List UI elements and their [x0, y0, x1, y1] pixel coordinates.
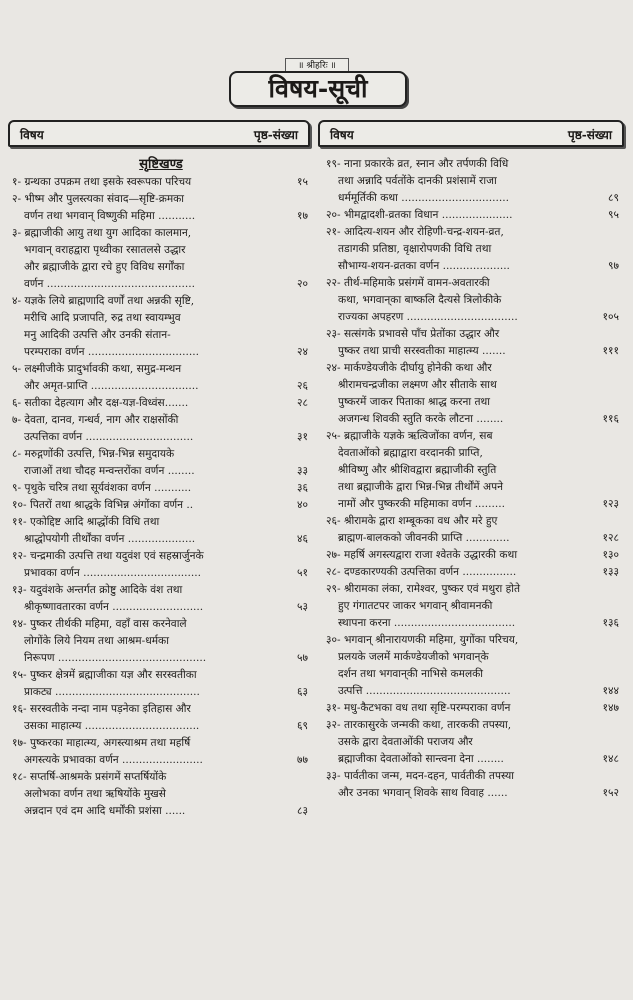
toc-entry [12, 361, 310, 395]
toc-entry-line: २८- दण्डकारण्यकी उत्पत्तिका वर्णन ................ [326, 566, 517, 578]
toc-entry-line: मनु आदिकी उत्पत्ति और उनकी संतान- [24, 329, 171, 341]
toc-entry-line: लोगोंके लिये नियम तथा आश्रम-धर्मका [24, 635, 169, 647]
toc-entry-page: ४० [296, 499, 308, 511]
toc-entry [326, 700, 621, 717]
toc-entry-line: ३३- पार्वतीका जन्म, मदन-दहन, पार्वतीकी तपस्या [326, 770, 514, 782]
invocation-label: ॥ श्रीहरिः ॥ [285, 58, 349, 74]
toc-entry [326, 428, 621, 513]
toc-entry-line: २२- तीर्थ-महिमाके प्रसंगमें वामन-अवतारकी [326, 277, 490, 289]
toc-entry [326, 717, 621, 768]
right-entry-list [326, 156, 621, 802]
toc-entry-line: सौभाग्य-शयन-व्रतका वर्णन .................... [338, 260, 510, 272]
toc-entry [12, 514, 310, 548]
toc-entry-page: ५३ [296, 601, 308, 613]
toc-entry-page: ८९ [607, 192, 619, 204]
toc-entry-page: ३६ [296, 482, 308, 494]
toc-entry-line: परम्पराका वर्णन ................................. [24, 346, 199, 358]
toc-entry-line: १७- पुष्करका माहात्म्य, अगस्त्याश्रम तथा महर्षि [12, 737, 191, 749]
toc-entry-page: १३६ [602, 617, 619, 629]
toc-entry-line: स्थापना करना .................................... [338, 617, 516, 629]
toc-entry-page: १४८ [602, 753, 619, 765]
toc-entry-page: ६३ [296, 686, 308, 698]
toc-entry-line: २१- आदित्य-शयन और रोहिणी-चन्द्र-शयन-व्रत, [326, 226, 504, 238]
toc-entry [12, 582, 310, 616]
toc-entry [12, 293, 310, 361]
toc-entry-line: ११- एकोद्दिष्ट आदि श्राद्धोंकी विधि तथा [12, 516, 160, 528]
toc-entry-line: ब्रह्माजीका देवताओंको सान्त्वना देना ........ [338, 753, 504, 765]
toc-entry-line: २६- श्रीरामके द्वारा शम्बूकका वध और मरे हुए [326, 515, 498, 527]
toc-entry-line: २०- भीमद्वादशी-व्रतका विधान ..................... [326, 209, 513, 221]
toc-entry-line: २३- सत्संगके प्रभावसे पाँच प्रेतोंका उद्धार और [326, 328, 500, 340]
toc-entry-line: वर्णन तथा भगवान् विष्णुकी महिमा ........... [24, 210, 196, 222]
toc-entry [12, 735, 310, 769]
toc-entry-line: १६- सरस्वतीके नन्दा नाम पड़नेका इतिहास और [12, 703, 191, 715]
left-entry-list [12, 174, 310, 820]
toc-entry-page: १०५ [602, 311, 619, 323]
toc-entry-line: १०- पितरों तथा श्राद्धके विभिन्न अंगोंका वर्णन .. [12, 499, 194, 511]
toc-entry-page: ६९ [296, 720, 308, 732]
toc-entry-line: पुष्करमें जाकर पिताका श्राद्ध करना तथा [338, 396, 491, 408]
toc-entry [12, 446, 310, 480]
toc-entry-line: हुए गंगातटपर जाकर भगवान् श्रीवामनकी [338, 600, 493, 612]
toc-entry-line: प्राकट्य ........................................... [24, 686, 200, 698]
toc-entry-page: ३३ [296, 465, 308, 477]
toc-entry-line: और अमृत-प्राप्ति ................................ [24, 380, 199, 392]
right-subject-heading: विषय [330, 128, 354, 142]
toc-entry [326, 632, 621, 700]
toc-entry-line: श्रीविष्णु और श्रीशिवद्वारा ब्रह्माजीकी स्तुति [338, 464, 497, 476]
toc-entry-line: राज्यका अपहरण ................................. [338, 311, 518, 323]
toc-entry-line: तथा ब्रह्माजीके द्वारा भिन्न-भिन्न तीर्थोंमें अपने [338, 481, 503, 493]
toc-entry [326, 224, 621, 275]
toc-entry-line: राजाओं तथा चौदह मन्वन्तरोंका वर्णन ........ [24, 465, 195, 477]
toc-entry-line: ३१- मधु-कैटभका वध तथा सृष्टि-परम्पराका वर्णन [326, 702, 511, 714]
toc-entry-line: १५- पुष्कर क्षेत्रमें ब्रह्माजीका यज्ञ और सरस्वतीका [12, 669, 197, 681]
toc-entry-line: वर्णन ............................................ [24, 278, 195, 290]
toc-entry-line: नामों और पुष्करकी महिमाका वर्णन ......... [338, 498, 506, 510]
toc-entry [326, 513, 621, 547]
toc-entry [326, 275, 621, 326]
toc-entry [12, 701, 310, 735]
toc-entry-page: १११ [602, 345, 619, 357]
toc-entry-page: १५२ [602, 787, 619, 799]
toc-entry-line: ८- मरुद्गणोंकी उत्पत्ति, भिन्न-भिन्न समुदायके [12, 448, 175, 460]
toc-entry-page: ३१ [296, 431, 308, 443]
toc-entry-line: ४- यज्ञके लिये ब्राह्मणादि वर्णों तथा अन्नकी सृष्टि, [12, 295, 195, 307]
section-title: सृष्टिखण्ड [139, 157, 183, 172]
toc-entry-line: १८- सप्तर्षि-आश्रमके प्रसंगमें सप्तर्षियोंके [12, 771, 167, 783]
toc-entry [12, 412, 310, 446]
toc-entry-line: ९- पृथुके चरित्र तथा सूर्यवंशका वर्णन ........... [12, 482, 192, 494]
toc-entry-line: उत्पत्तिका वर्णन ................................ [24, 431, 194, 443]
toc-entry-line: १२- चन्द्रमाकी उत्पत्ति तथा यदुवंश एवं सहस्रार्जुनके [12, 550, 204, 562]
toc-entry-line: उसके द्वारा देवताओंकी पराजय और [338, 736, 473, 748]
toc-entry-page: ४६ [296, 533, 308, 545]
toc-entry-line: ब्राह्मण-बालकको जीवनकी प्राप्ति ............. [338, 532, 510, 544]
toc-entry [12, 395, 310, 412]
left-subject-heading: विषय [20, 128, 44, 142]
toc-entry-line: प्रभावका वर्णन ................................... [24, 567, 202, 579]
toc-entry-line: श्रीकृष्णावतारका वर्णन ........................... [24, 601, 204, 613]
toc-entry-line: मरीचि आदि प्रजापति, रुद्र तथा स्वायम्भुव [24, 312, 181, 324]
toc-entry-page: ११६ [602, 413, 619, 425]
toc-entry-line: अलोभका वर्णन तथा ऋषियोंके मुखसे [24, 788, 166, 800]
toc-entry-line: पुष्कर तथा प्राची सरस्वतीका माहात्म्य ....... [338, 345, 506, 357]
toc-entry-page: ८३ [296, 805, 308, 817]
toc-entry-line: २४- मार्कण्डेयजीके दीर्घायु होनेकी कथा और [326, 362, 492, 374]
toc-entry-line: २- भीष्म और पुलस्त्यका संवाद—सृष्टि-क्रमका [12, 193, 185, 205]
toc-entry-line: और ब्रह्माजीके द्वारा रचे हुए विविध सर्गोंका [24, 261, 185, 273]
toc-entry-page: १४४ [602, 685, 619, 697]
toc-entry-page: ९७ [607, 260, 619, 272]
toc-entry-line: १४- पुष्कर तीर्थकी महिमा, वहाँ वास करनेवाले [12, 618, 187, 630]
toc-entry [326, 768, 621, 802]
toc-entry-line: धर्ममूर्तिकी कथा ................................ [338, 192, 509, 204]
toc-entry-page: २६ [296, 380, 308, 392]
toc-entry-line: २७- महर्षि अगस्त्यद्वारा राजा श्वेतके उद्धारकी कथा [326, 549, 518, 561]
toc-entry-line: १- ग्रन्थका उपक्रम तथा इसके स्वरूपका परिचय [12, 176, 192, 188]
toc-entry-page: १३३ [602, 566, 619, 578]
toc-entry-line: ७- देवता, दानव, गन्धर्व, नाग और राक्षसोंकी [12, 414, 179, 426]
toc-entry-line: भगवान् वराहद्वारा पृथ्वीका रसातलसे उद्धार [24, 244, 186, 256]
toc-entry-line: ३०- भगवान् श्रीनारायणकी महिमा, युगोंका परिचय, [326, 634, 519, 646]
toc-entry-line: निरूपण ............................................ [24, 652, 207, 664]
toc-entry-line: देवताओंको ब्रह्माद्वारा वरदानकी प्राप्ति, [338, 447, 483, 459]
toc-entry [326, 360, 621, 428]
toc-entry-line: तथा अन्नादि पर्वतोंके दानकी प्रशंसामें राजा [338, 175, 497, 187]
toc-entry-line: और उनका भगवान् शिवके साथ विवाह ...... [338, 787, 508, 799]
toc-entry-line: १९- नाना प्रकारके व्रत, स्नान और तर्पणकी विधि [326, 158, 509, 170]
page-title: विषय-सूची [229, 71, 407, 107]
left-column [12, 156, 310, 820]
toc-entry-page: २४ [296, 346, 308, 358]
toc-entry-line: श्रीरामचन्द्रजीका लक्ष्मण और सीताके साथ [338, 379, 497, 391]
left-pages-heading: पृष्ठ-संख्या [253, 128, 298, 142]
toc-entry-page: १२३ [602, 498, 619, 510]
toc-entry [326, 564, 621, 581]
right-column [326, 156, 621, 802]
toc-entry [12, 497, 310, 514]
toc-entry-page: १४७ [602, 702, 619, 714]
toc-entry-line: २५- ब्रह्माजीके यज्ञके ऋत्विजोंका वर्णन, सब [326, 430, 493, 442]
toc-entry-page: १५ [296, 176, 308, 188]
right-column-header [318, 120, 624, 147]
toc-entry [12, 174, 310, 191]
toc-entry [12, 225, 310, 293]
toc-entry [12, 191, 310, 225]
toc-entry [12, 769, 310, 820]
toc-entry [326, 326, 621, 360]
toc-entry [12, 616, 310, 667]
toc-entry-page: १३० [602, 549, 619, 561]
toc-entry-line: प्रलयके जलमें मार्कण्डेयजीको भगवान्‌के [338, 651, 489, 663]
right-pages-heading: पृष्ठ-संख्या [567, 128, 612, 142]
toc-entry-line: अन्नदान एवं दम आदि धर्मोंकी प्रशंसा ...... [24, 805, 186, 817]
toc-entry-line: ३- ब्रह्माजीकी आयु तथा युग आदिका कालमान, [12, 227, 192, 239]
toc-entry [12, 548, 310, 582]
toc-entry-page: २० [296, 278, 308, 290]
toc-entry-line: अजगन्ध शिवकी स्तुति करके लौटना ........ [338, 413, 504, 425]
left-column-header [8, 120, 310, 147]
toc-entry-line: कथा, भगवान्‌का बाष्कलि दैत्यसे त्रिलोकीके [338, 294, 502, 306]
toc-entry-page: ५१ [296, 567, 308, 579]
toc-entry-line: ५- लक्ष्मीजीके प्रादुर्भावकी कथा, समुद्र-मन्थन [12, 363, 182, 375]
toc-entry-line: १३- यदुवंशके अन्तर्गत क्रोष्टु आदिके वंश तथा [12, 584, 183, 596]
toc-entry-line: दर्शन तथा भगवान्‌की नाभिसे कमलकी [338, 668, 484, 680]
toc-entry-page: ५७ [296, 652, 308, 664]
toc-entry-line: ६- सतीका देहत्याग और दक्ष-यज्ञ-विध्वंस....... [12, 397, 189, 409]
toc-entry [326, 547, 621, 564]
toc-entry-page: ९५ [607, 209, 619, 221]
toc-entry [12, 480, 310, 497]
toc-entry-page: ७७ [296, 754, 308, 766]
toc-entry-page: २८ [296, 397, 308, 409]
toc-entry [326, 156, 621, 207]
toc-entry-line: श्राद्धोपयोगी तीर्थोंका वर्णन .................... [24, 533, 196, 545]
toc-entry [326, 207, 621, 224]
toc-entry-page: १७ [296, 210, 308, 222]
toc-entry-line: उसका माहात्म्य .................................. [24, 720, 200, 732]
toc-entry-line: २९- श्रीरामका लंका, रामेश्वर, पुष्कर एवं मथुरा होते [326, 583, 520, 595]
toc-entry-line: अगस्त्यके प्रभावका वर्णन ........................ [24, 754, 203, 766]
toc-entry-line: ३२- तारकासुरके जन्मकी कथा, तारककी तपस्या, [326, 719, 512, 731]
toc-entry-page: १२८ [602, 532, 619, 544]
toc-entry-line: तडागकी प्रतिष्ठा, वृक्षारोपणकी विधि तथा [338, 243, 492, 255]
toc-entry [12, 667, 310, 701]
toc-entry [326, 581, 621, 632]
toc-entry-line: उत्पत्ति ........................................... [338, 685, 511, 697]
